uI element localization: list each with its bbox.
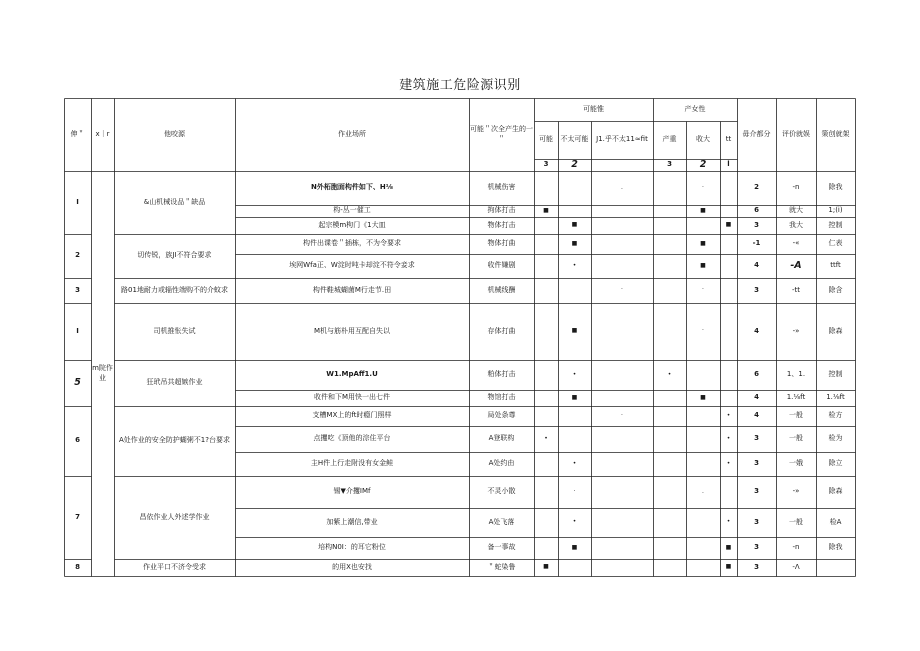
row-accident: 物馆打击 bbox=[487, 393, 516, 402]
row-mark-s3: • bbox=[726, 459, 731, 467]
row-mark-s2: ■ bbox=[700, 206, 706, 214]
row-control: 除森 bbox=[828, 326, 843, 335]
row-accident: A登联构 bbox=[488, 434, 515, 443]
row-level: -n bbox=[792, 543, 800, 552]
row-mark-l2: • bbox=[572, 261, 577, 269]
row-mark-l1: ■ bbox=[543, 206, 549, 214]
row-score: 3 bbox=[754, 459, 759, 468]
row-level: -» bbox=[792, 487, 800, 496]
row-level: 1、1. bbox=[786, 370, 806, 379]
row-mark-s3: • bbox=[726, 518, 731, 526]
row-workplace: N外柘胞面构件如下、H⅛ bbox=[311, 183, 393, 192]
row-workplace: 构件鞋城蝴菌M行走节.田 bbox=[312, 285, 392, 294]
group-hazard: 昌依作业人外述学作业 bbox=[139, 512, 210, 521]
group-hazard: 切传锐，族JI不符合要求 bbox=[137, 251, 212, 260]
row-accident: ＂蛇染鲁 bbox=[487, 562, 516, 571]
group-seq: 2 bbox=[75, 251, 80, 260]
row-score: 6 bbox=[754, 206, 759, 215]
hazard-table bbox=[64, 98, 855, 576]
group-hazard: 路01地耐力或辎性端购不的介蚊求 bbox=[121, 285, 228, 294]
row-control: 检为 bbox=[828, 434, 843, 443]
row-level: -n bbox=[792, 183, 800, 192]
header-control: 策创就架 bbox=[821, 129, 850, 138]
row-mark-l2: ■ bbox=[571, 221, 578, 229]
row-control: 控制 bbox=[828, 220, 843, 229]
row-mark-l3: . bbox=[621, 183, 623, 191]
row-workplace: 构-丛一催工 bbox=[333, 206, 371, 215]
row-mark-s2: ■ bbox=[700, 239, 706, 247]
header-severity: 产女性 bbox=[684, 104, 706, 113]
row-score: 4 bbox=[754, 261, 759, 270]
header-score-s1: 3 bbox=[667, 160, 672, 169]
row-accident: A处飞落 bbox=[488, 517, 515, 526]
group-seq: 3 bbox=[75, 285, 80, 294]
row-level: -tt bbox=[791, 285, 800, 294]
row-score: 3 bbox=[754, 487, 759, 496]
row-score: 4 bbox=[754, 326, 759, 335]
row-accident: 备一事故 bbox=[487, 543, 516, 552]
row-accident: 机械伤害 bbox=[487, 183, 516, 192]
row-level: 一般 bbox=[789, 411, 803, 420]
row-mark-s1: • bbox=[667, 370, 672, 378]
group-hazard: A处作业的安全防护蝴粥不1?台要求 bbox=[119, 436, 230, 445]
row-score: 4 bbox=[754, 393, 759, 402]
row-level: 一般 bbox=[789, 434, 803, 443]
row-mark-l3: · bbox=[621, 411, 623, 419]
row-mark-s2: · bbox=[702, 286, 704, 294]
row-control: 除我 bbox=[828, 183, 843, 192]
row-workplace: 埃网Wfa正、W淀时吨卡却淀不符令妾求 bbox=[289, 261, 415, 270]
row-mark-l2: • bbox=[572, 459, 577, 467]
row-workplace: 点攫吃《顶他的淙住平台 bbox=[313, 434, 391, 443]
row-mark-l2: ■ bbox=[571, 393, 578, 401]
row-mark-l2: • bbox=[572, 518, 577, 526]
merged-area-label: m院作业 bbox=[92, 364, 113, 382]
row-workplace: M机与筋朴用互配自失以 bbox=[313, 326, 391, 335]
row-mark-l2: ■ bbox=[571, 239, 578, 247]
row-score: 3 bbox=[754, 543, 759, 552]
group-hazard: 作业平口不济令受求 bbox=[143, 562, 206, 571]
row-workplace: 加紫上潮信,带业 bbox=[326, 517, 378, 526]
row-mark-s2: ■ bbox=[700, 393, 706, 401]
row-mark-s3: ■ bbox=[725, 543, 732, 551]
row-level: 一般 bbox=[789, 517, 803, 526]
header-score-l2: 2 bbox=[571, 159, 578, 170]
row-level: 就大 bbox=[789, 206, 803, 215]
row-score: 3 bbox=[754, 285, 759, 294]
row-control: 除森 bbox=[828, 487, 843, 496]
row-accident: 粕体打击 bbox=[487, 370, 516, 379]
row-accident: A处约由 bbox=[488, 459, 515, 468]
row-accident: 收件嫌剧 bbox=[487, 261, 516, 270]
row-accident: 不灵小散 bbox=[487, 487, 516, 496]
header-eval-level: 评价就娱 bbox=[782, 129, 810, 138]
row-mark-s2: · bbox=[702, 183, 704, 191]
row-mark-s3: ■ bbox=[725, 563, 732, 571]
header-score-l3 bbox=[591, 159, 653, 171]
header-accident: 可能＂次全产生的一＂ bbox=[470, 125, 533, 143]
row-level: 1.⅛ft bbox=[786, 393, 806, 402]
row-control: 除立 bbox=[828, 459, 843, 468]
row-score: 3 bbox=[754, 562, 759, 571]
row-workplace: 的用X也安找 bbox=[332, 562, 372, 571]
row-level: -« bbox=[792, 239, 800, 248]
group-hazard: &山机械设品＂缺品 bbox=[143, 197, 206, 206]
header-sub-l1: 可能 bbox=[539, 135, 553, 144]
row-mark-s2: · bbox=[702, 327, 704, 335]
group-hazard: 司机推怅失试 bbox=[153, 326, 196, 335]
group-seq: 6 bbox=[75, 436, 80, 445]
row-score: 6 bbox=[754, 370, 759, 379]
row-workplace: 锡▼介攫IMf bbox=[333, 487, 371, 496]
row-workplace: 收件和下M用快一出七件 bbox=[313, 393, 391, 402]
row-accident: 局处条尊 bbox=[487, 411, 516, 420]
header-sub-l3: J1.乎不太11≈fit bbox=[596, 135, 648, 144]
row-level: 我大 bbox=[789, 220, 803, 229]
row-control: 控制 bbox=[828, 370, 843, 379]
group-seq: I bbox=[76, 326, 79, 335]
row-mark-s3: ■ bbox=[725, 221, 732, 229]
row-control: 除我 bbox=[828, 543, 843, 552]
row-mark-l3: · bbox=[621, 286, 623, 294]
row-mark-l1: • bbox=[544, 434, 548, 442]
row-workplace: 起宗模m枸门《1大皿 bbox=[318, 220, 386, 229]
row-workplace: 构件出谍卷＂插栋，不为令要求 bbox=[303, 239, 401, 248]
row-mark-l2: ■ bbox=[571, 543, 578, 551]
header-score-l1: 3 bbox=[543, 160, 549, 169]
row-control: 1.⅛ft bbox=[826, 393, 845, 402]
header-likelihood: 可能惟 bbox=[583, 104, 604, 113]
header-score-s3: l bbox=[727, 160, 730, 169]
header-sub-l2: 不太可能 bbox=[560, 135, 589, 144]
row-mark-l2: • bbox=[572, 370, 577, 378]
header-sub-s2: 收大 bbox=[696, 135, 710, 144]
row-mark-s2: . bbox=[702, 487, 704, 495]
row-workplace: 支槽MX上的ft时瘾门照样 bbox=[312, 411, 392, 420]
header-sub-s1: 产重 bbox=[662, 135, 677, 144]
row-score: 3 bbox=[754, 434, 759, 443]
row-level: -Λ bbox=[792, 562, 800, 571]
row-level: 一娥 bbox=[789, 459, 803, 468]
header-hazard: 他咬源 bbox=[164, 129, 185, 138]
row-level: -» bbox=[792, 326, 800, 335]
row-score: 3 bbox=[754, 220, 759, 229]
row-accident: 物体打曲 bbox=[487, 239, 516, 248]
row-control bbox=[816, 559, 855, 576]
row-accident: 物体打击 bbox=[487, 220, 516, 229]
header-sub-s3: tt bbox=[725, 135, 732, 144]
group-seq: 8 bbox=[75, 562, 80, 571]
header-col2: x｜r bbox=[95, 129, 110, 138]
row-score: 2 bbox=[754, 183, 759, 192]
row-control: 检A bbox=[829, 517, 842, 526]
group-seq: 7 bbox=[75, 512, 80, 521]
row-control: 仁表 bbox=[828, 239, 843, 248]
row-control: 检方 bbox=[828, 411, 843, 420]
row-control: ttft bbox=[830, 261, 841, 270]
row-mark-s3: • bbox=[726, 434, 731, 442]
row-control: 除含 bbox=[828, 285, 843, 294]
group-seq: I bbox=[76, 197, 79, 206]
header-each-score: 毋介都分 bbox=[742, 129, 771, 138]
row-control: 1;(i) bbox=[828, 206, 843, 215]
header-score-s2: 2 bbox=[699, 159, 707, 170]
row-mark-l2: ■ bbox=[571, 327, 578, 335]
row-accident: 拘体打击 bbox=[487, 206, 516, 215]
group-hazard: 狂玳吊共超嫉作业 bbox=[146, 378, 203, 387]
row-workplace: W1.MpAff1.U bbox=[326, 370, 378, 379]
row-mark-l2: · bbox=[573, 487, 576, 495]
row-workplace: 主H件上行走附没有女金鲑 bbox=[310, 459, 394, 468]
row-mark-l1: ■ bbox=[543, 563, 549, 571]
row-accident: 机械线酬 bbox=[487, 285, 516, 294]
row-mark-s2: ■ bbox=[700, 261, 706, 269]
group-seq: 5 bbox=[74, 376, 81, 388]
document-title: 建筑施工危险源识别 bbox=[399, 78, 521, 93]
row-score: -1 bbox=[752, 239, 761, 248]
row-level: -A bbox=[790, 259, 802, 271]
row-workplace: 培构N0I：的耳它粉位 bbox=[318, 543, 386, 552]
row-accident: 存体打曲 bbox=[487, 326, 516, 335]
header-workplace: 作业场所 bbox=[338, 129, 366, 138]
row-mark-s3: • bbox=[726, 411, 731, 419]
header-seq: 伸＂ bbox=[70, 129, 85, 138]
row-score: 3 bbox=[754, 517, 759, 526]
row-score: 4 bbox=[754, 411, 759, 420]
